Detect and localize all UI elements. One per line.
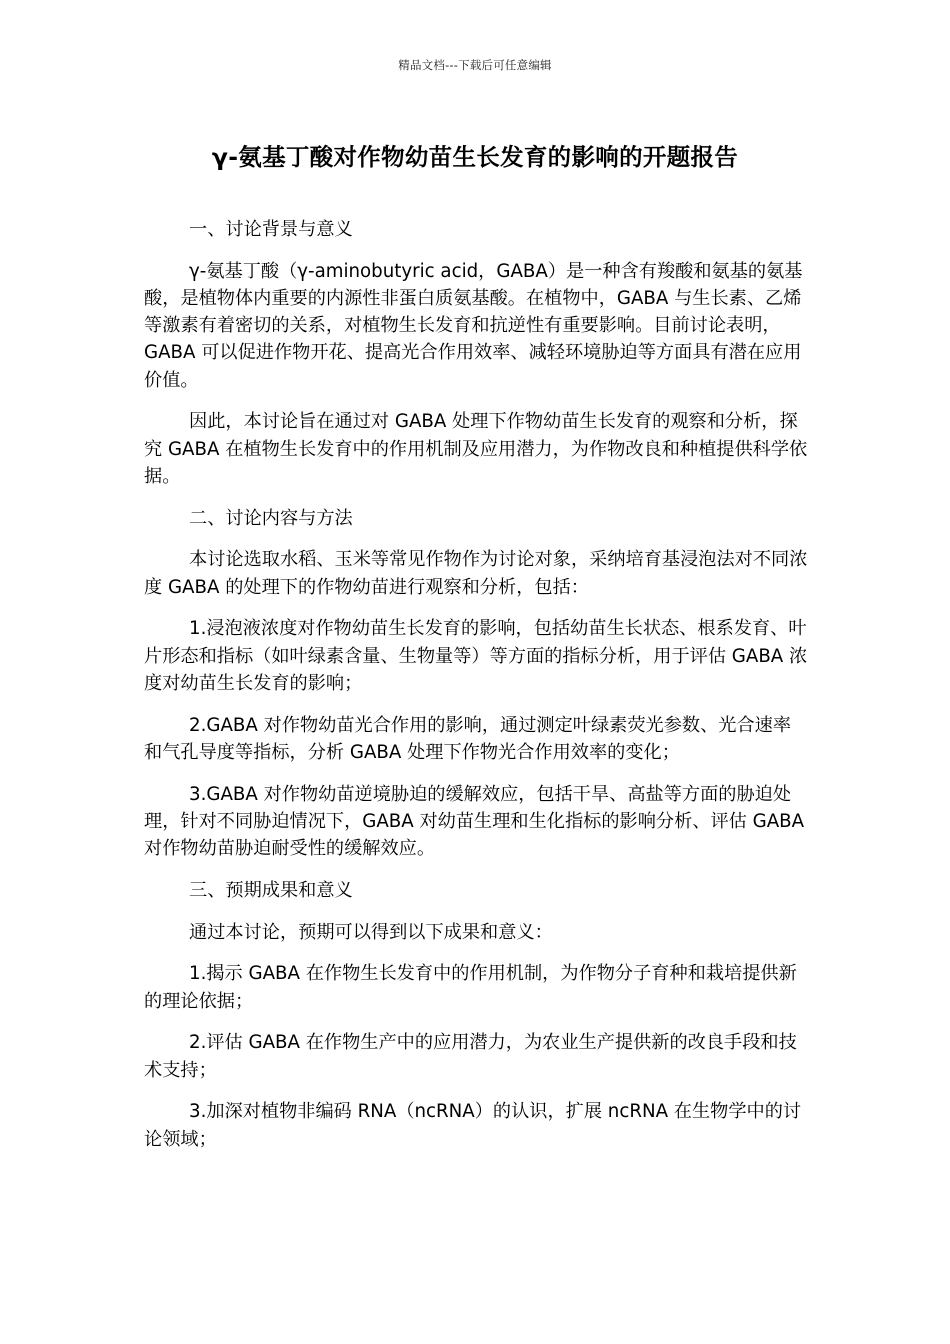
list-item-outcome-1: 1.揭示 GABA 在作物生长发育中的作用机制，为作物分子育种和栽培提供新的理论依据； xyxy=(144,963,797,1012)
list-item-method-1: 1.浸泡液浓度对作物幼苗生长发育的影响，包括幼苗生长状态、根系发育、叶片形态和指标（如叶绿素含量、生物量等）等方面的指标分析，用于评估 GABA 浓度对幼苗生长发育的影响； xyxy=(144,618,808,694)
document-title: γ-氨基丁酸对作物幼苗生长发育的影响的开题报告 xyxy=(211,143,739,171)
section-heading-methods: 二、讨论内容与方法 xyxy=(189,507,353,529)
list-item-method-3: 3.GABA 对作物幼苗逆境胁迫的缓解效应，包括干旱、高盐等方面的胁迫处理，针对不同胁迫情况下，GABA 对幼苗生理和生化指标的影响分析、评估 GABA 对作物幼苗胁迫耐受性的缓解效应。 xyxy=(144,783,805,860)
header-note: 精品文档---下载后可任意编辑 xyxy=(398,58,552,72)
paragraph-gaba-intro: γ-氨基丁酸（γ-aminobutyric acid，GABA）是一种含有羧酸和氨基的氨基酸，是植物体内重要的内源性非蛋白质氨基酸。在植物中，GABA 与生长素、乙烯等激素有着密切的关系，对植物生长发育和抗逆性有重要影响。目前讨论表明，GABA 可以促进作物开花、提高光合作用效率、减轻环境胁迫等方面具有潜在应用价值。 xyxy=(144,260,803,391)
paragraph-methods-intro: 本讨论选取水稻、玉米等常见作物作为讨论对象，采纳培育基浸泡法对不同浓度 GABA 的处理下的作物幼苗进行观察和分析，包括： xyxy=(144,549,808,598)
paragraph-outcomes-intro: 通过本讨论，预期可以得到以下成果和意义： xyxy=(189,921,553,943)
section-heading-outcomes: 三、预期成果和意义 xyxy=(189,879,353,901)
paragraph-research-aim: 因此，本讨论旨在通过对 GABA 处理下作物幼苗生长发育的观察和分析，探究 GABA 在植物生长发育中的作用机制及应用潜力，为作物改良和种植提供科学依据。 xyxy=(144,411,808,487)
list-item-outcome-3: 3.加深对植物非编码 RNA（ncRNA）的认识，扩展 ncRNA 在生物学中的讨论领域； xyxy=(144,1101,802,1150)
document-body xyxy=(144,216,808,1167)
list-item-outcome-2: 2.评估 GABA 在作物生产中的应用潜力，为农业生产提供新的改良手段和技术支持； xyxy=(144,1032,797,1081)
section-heading-background: 一、讨论背景与意义 xyxy=(189,219,353,240)
list-item-method-2: 2.GABA 对作物幼苗光合作用的影响，通过测定叶绿素荧光参数、光合速率和气孔导度等指标，分析 GABA 处理下作物光合作用效率的变化； xyxy=(144,714,792,763)
